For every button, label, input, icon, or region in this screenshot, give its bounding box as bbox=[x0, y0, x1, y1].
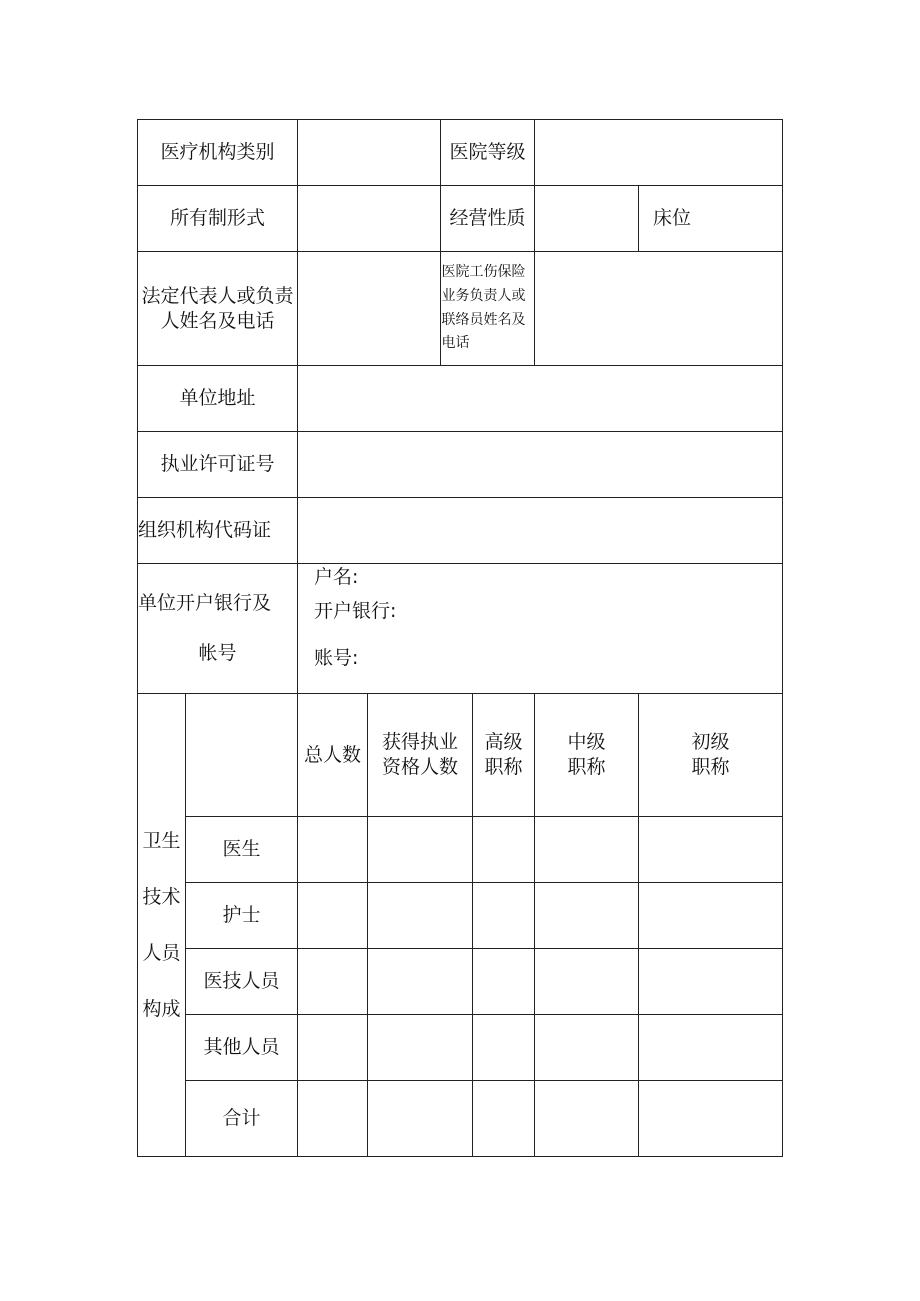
mid-count-field[interactable] bbox=[535, 949, 639, 1015]
bank-name-field[interactable]: 开户银行: bbox=[314, 600, 397, 622]
org-code-field[interactable] bbox=[298, 498, 783, 564]
staff-row bbox=[138, 883, 783, 949]
hospital-level-label: 医院等级 bbox=[441, 120, 535, 186]
staff-section-title-cell bbox=[138, 694, 186, 1157]
bank-fields[interactable] bbox=[298, 564, 783, 694]
total-count-field[interactable] bbox=[298, 949, 368, 1015]
staff-title-line: 构成 bbox=[142, 998, 181, 1021]
injury-contact-label: 医院工伤保险业务负责人或联络员姓名及电话 bbox=[441, 263, 526, 352]
form-row-institution bbox=[138, 120, 783, 186]
form-row-license bbox=[138, 432, 783, 498]
total-count-field[interactable] bbox=[298, 817, 368, 883]
form-row-contacts bbox=[138, 252, 783, 366]
total-header: 总人数 bbox=[298, 694, 368, 817]
qualified-count-field[interactable] bbox=[368, 883, 473, 949]
license-label: 执业许可证号 bbox=[138, 432, 298, 498]
mid-count-field[interactable] bbox=[535, 1081, 639, 1157]
staff-header-blank bbox=[186, 694, 298, 817]
mid-header-line2: 职称 bbox=[567, 756, 606, 778]
junior-count-field[interactable] bbox=[639, 1081, 783, 1157]
beds-label: 床位 bbox=[639, 186, 783, 252]
legal-rep-field[interactable] bbox=[298, 252, 441, 366]
bank-label-line1: 单位开户银行及 bbox=[138, 592, 272, 615]
junior-header-line2: 职称 bbox=[691, 756, 730, 778]
qualified-count-field[interactable] bbox=[368, 817, 473, 883]
staff-row-label: 其他人员 bbox=[186, 1015, 298, 1081]
ownership-label: 所有制形式 bbox=[138, 186, 298, 252]
legal-rep-label: 法定代表人或负责人姓名及电话 bbox=[138, 252, 298, 366]
junior-count-field[interactable] bbox=[639, 817, 783, 883]
staff-row-label: 医技人员 bbox=[186, 949, 298, 1015]
staff-section-title bbox=[141, 813, 183, 1037]
mid-count-field[interactable] bbox=[535, 817, 639, 883]
institution-type-field[interactable] bbox=[298, 120, 441, 186]
junior-header-line1: 初级 bbox=[691, 731, 730, 754]
senior-header-line1: 高级 bbox=[484, 731, 523, 754]
senior-title-header bbox=[473, 694, 535, 817]
senior-count-field[interactable] bbox=[473, 883, 535, 949]
total-count-field[interactable] bbox=[298, 1081, 368, 1157]
address-label: 单位地址 bbox=[138, 366, 298, 432]
staff-row bbox=[138, 949, 783, 1015]
license-field[interactable] bbox=[298, 432, 783, 498]
operation-nature-label: 经营性质 bbox=[441, 186, 535, 252]
mid-count-field[interactable] bbox=[535, 1015, 639, 1081]
ownership-field[interactable] bbox=[298, 186, 441, 252]
operation-nature-field[interactable] bbox=[535, 186, 639, 252]
junior-count-field[interactable] bbox=[639, 949, 783, 1015]
qualified-count-field[interactable] bbox=[368, 949, 473, 1015]
total-count-field[interactable] bbox=[298, 1015, 368, 1081]
qualified-header bbox=[368, 694, 473, 817]
bank-label-cell bbox=[138, 564, 298, 694]
institution-type-label: 医疗机构类别 bbox=[138, 120, 298, 186]
staff-row-label: 医生 bbox=[186, 817, 298, 883]
qualified-header-line1: 获得执业 bbox=[382, 731, 459, 754]
staff-header-row bbox=[138, 694, 783, 817]
address-field[interactable] bbox=[298, 366, 783, 432]
senior-count-field[interactable] bbox=[473, 949, 535, 1015]
org-code-label: 组织机构代码证 bbox=[138, 498, 298, 564]
staff-title-line: 人员 bbox=[142, 942, 181, 964]
total-count-field[interactable] bbox=[298, 883, 368, 949]
senior-count-field[interactable] bbox=[473, 1015, 535, 1081]
staff-row bbox=[138, 1015, 783, 1081]
staff-title-line: 卫生 bbox=[142, 829, 181, 852]
staff-row bbox=[138, 817, 783, 883]
staff-row-label: 护士 bbox=[186, 883, 298, 949]
account-name-field[interactable]: 户名: bbox=[314, 566, 359, 588]
qualified-count-field[interactable] bbox=[368, 1081, 473, 1157]
staff-row-total bbox=[138, 1081, 783, 1157]
injury-contact-label-cell bbox=[441, 252, 535, 366]
qualified-header-line2: 资格人数 bbox=[382, 756, 459, 778]
junior-title-header bbox=[639, 694, 783, 817]
junior-count-field[interactable] bbox=[639, 883, 783, 949]
account-number-field[interactable]: 账号: bbox=[314, 647, 359, 669]
hospital-registration-form bbox=[137, 119, 783, 1157]
senior-count-field[interactable] bbox=[473, 817, 535, 883]
mid-count-field[interactable] bbox=[535, 883, 639, 949]
hospital-level-field[interactable] bbox=[535, 120, 783, 186]
qualified-count-field[interactable] bbox=[368, 1015, 473, 1081]
staff-row-label: 合计 bbox=[186, 1081, 298, 1157]
form-row-ownership bbox=[138, 186, 783, 252]
junior-count-field[interactable] bbox=[639, 1015, 783, 1081]
staff-title-line: 技术 bbox=[142, 885, 181, 908]
bank-label-line2: 帐号 bbox=[198, 641, 237, 664]
mid-title-header bbox=[535, 694, 639, 817]
form-row-org-code bbox=[138, 498, 783, 564]
injury-contact-field[interactable] bbox=[535, 252, 783, 366]
form-row-address bbox=[138, 366, 783, 432]
mid-header-line1: 中级 bbox=[567, 731, 606, 754]
form-row-bank bbox=[138, 564, 783, 694]
senior-count-field[interactable] bbox=[473, 1081, 535, 1157]
senior-header-line2: 职称 bbox=[484, 756, 523, 778]
